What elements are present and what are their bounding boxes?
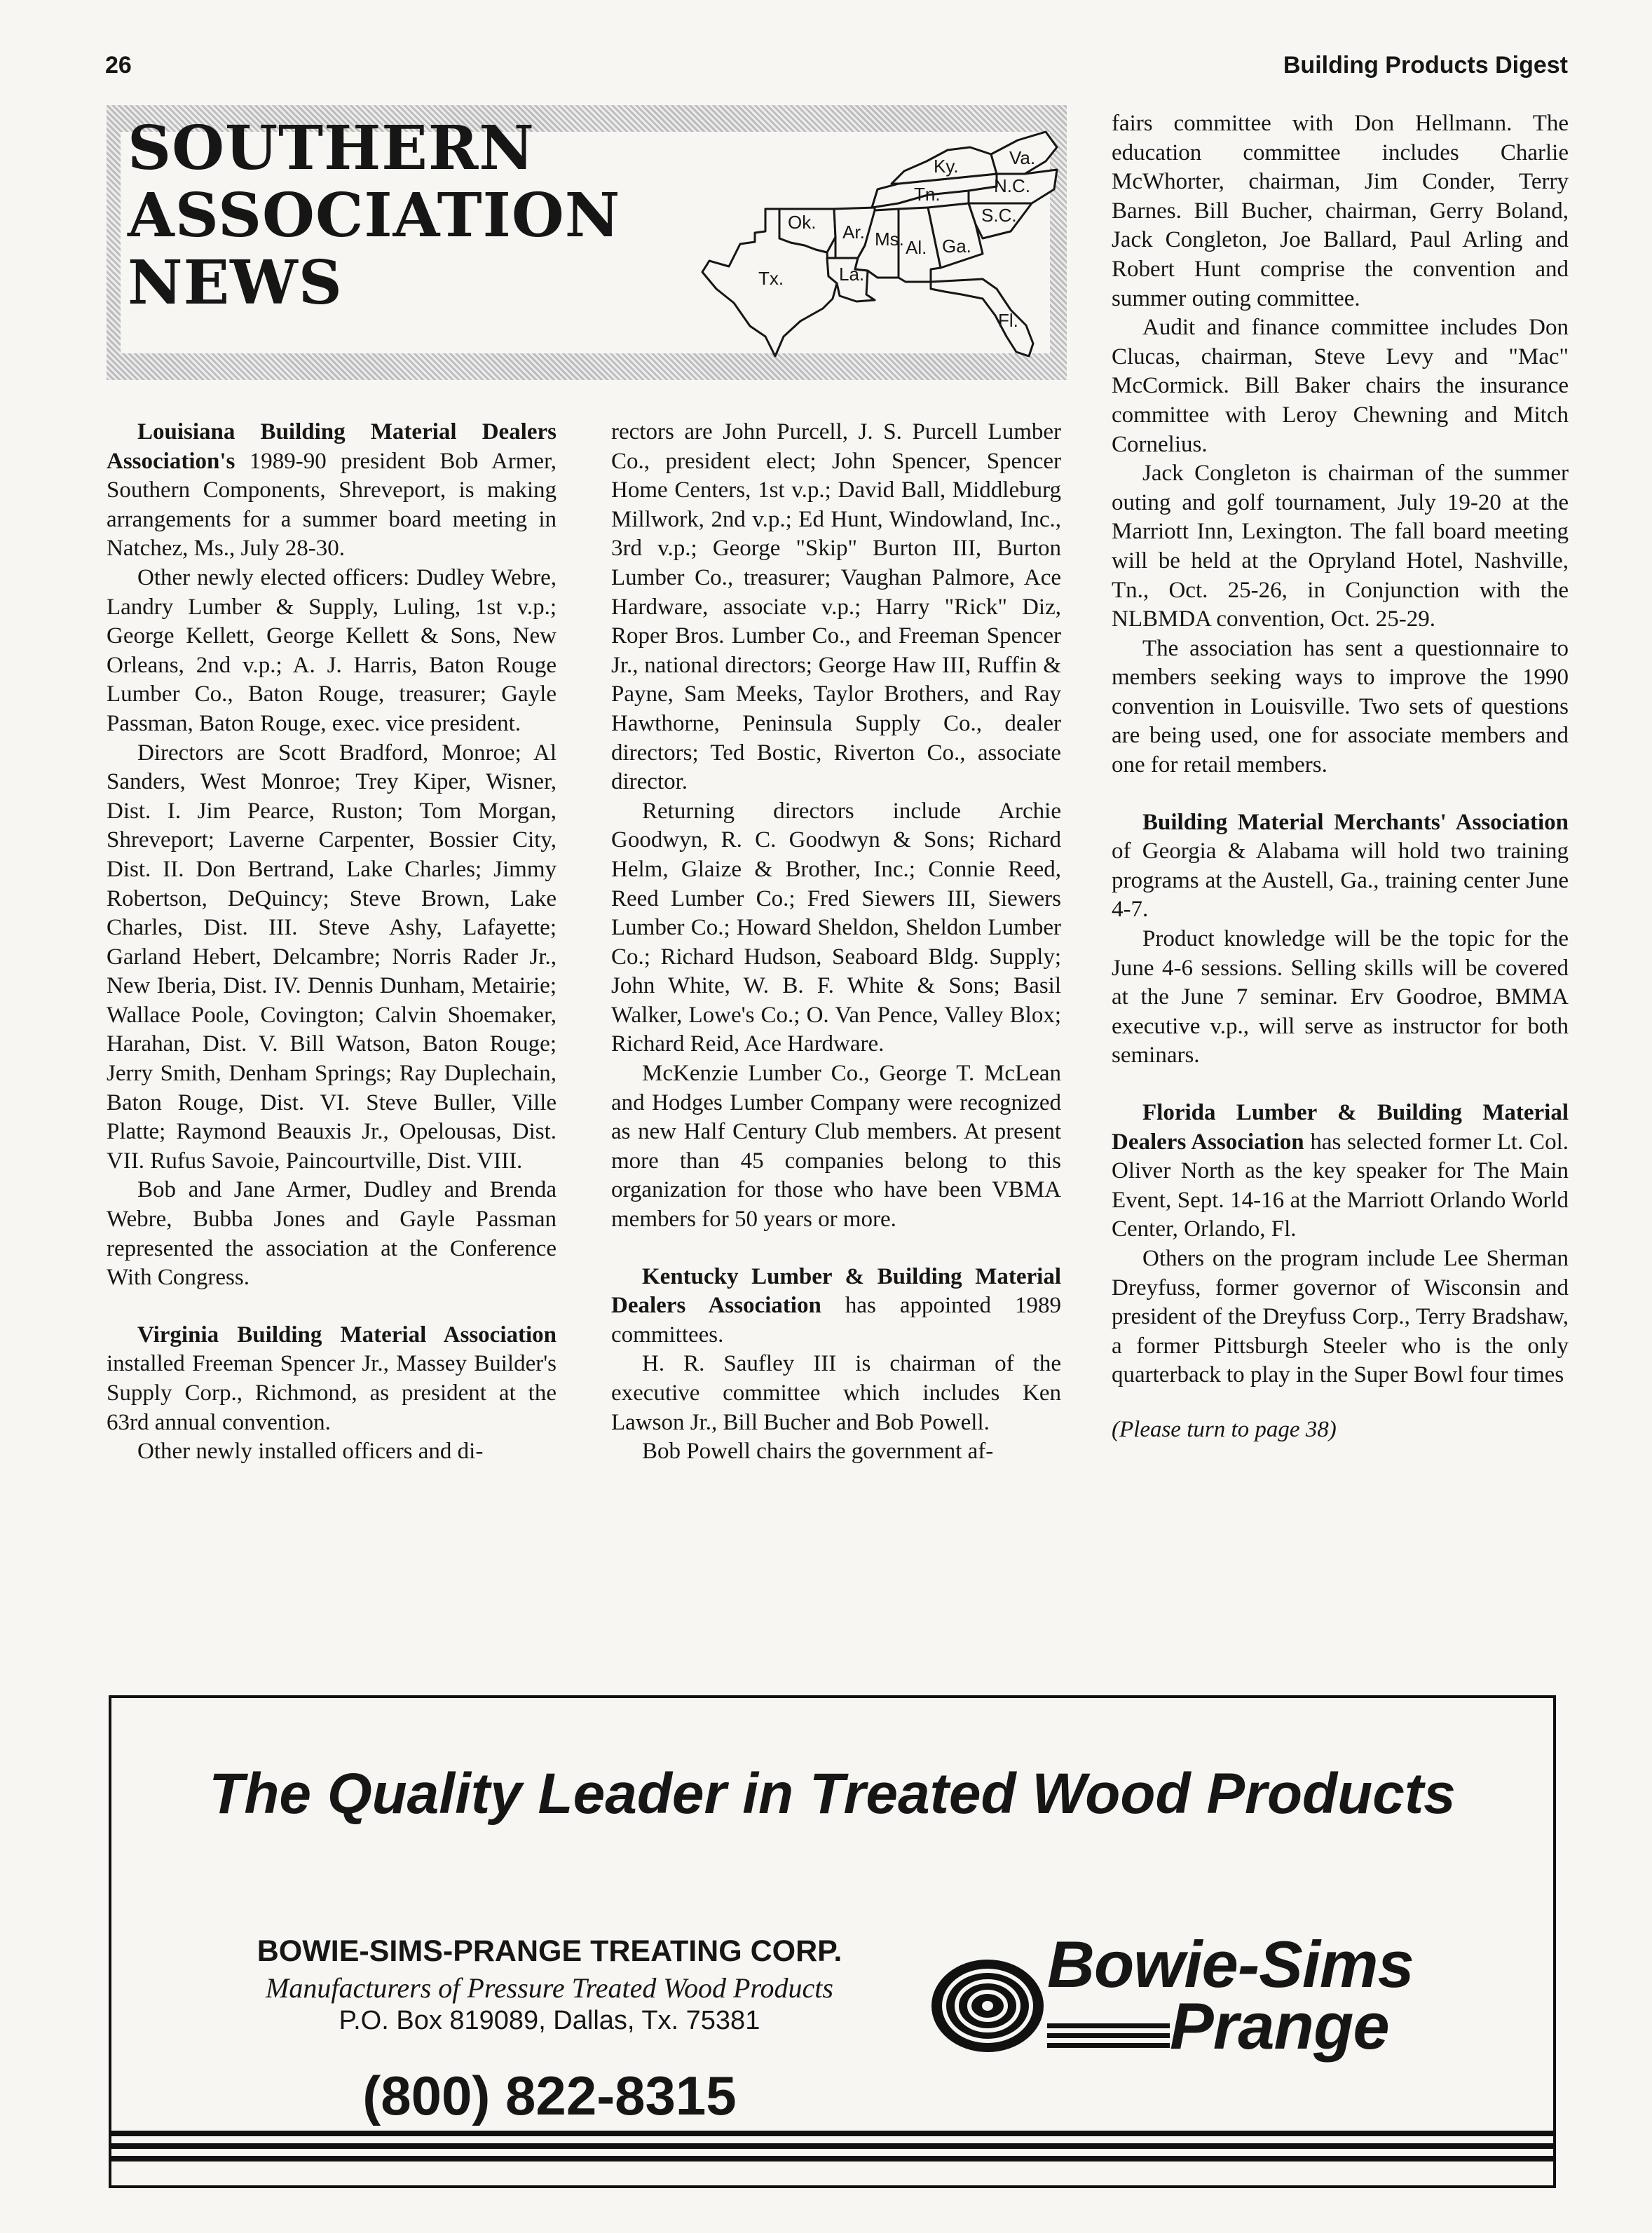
map-label-nc: N.C. bbox=[994, 175, 1030, 196]
article-column-3 bbox=[1112, 109, 1569, 1445]
ad-headline: The Quality Leader in Treated Wood Products bbox=[209, 1762, 1456, 1826]
map-label-ms: Ms. bbox=[875, 229, 904, 250]
article-column-1 bbox=[107, 418, 557, 1467]
company-logo bbox=[924, 1925, 1541, 2065]
map-label-al: Al. bbox=[906, 237, 927, 258]
association-name: Florida Lumber & Building Material Dealers Association bbox=[1112, 1100, 1569, 1155]
section-banner bbox=[107, 105, 1067, 380]
map-label-va: Va. bbox=[1009, 147, 1036, 168]
association-name: Kentucky Lumber & Building Material Dealers Association bbox=[611, 1263, 1061, 1319]
ad-phone: (800) 822-8315 bbox=[362, 2065, 737, 2126]
map-label-ar: Ar. bbox=[842, 222, 865, 243]
paragraph: Louisiana Building Material Dealers Association's 1989-90 president Bob Armer, Southern Components, Shreveport, is making arrangements for a summer board meeting in Natchez, Ms., July 28-30. bbox=[107, 419, 557, 562]
map-label-fl: Fl. bbox=[998, 310, 1018, 331]
paragraph: Bob Powell chairs the government af- bbox=[642, 1439, 994, 1465]
map-label-tx: Tx. bbox=[758, 268, 784, 289]
map-label-sc: S.C. bbox=[981, 205, 1017, 226]
paragraph: Product knowledge will be the topic for the June 4-6 sessions. Selling skills will be covered at the June 7 seminar. Erv Goodroe, BMMA executive v.p., will serve as instructor for both seminars. bbox=[1112, 926, 1569, 1068]
publication-title: Building Products Digest bbox=[1283, 52, 1568, 79]
map-label-la: La. bbox=[839, 264, 865, 285]
logo-stripes bbox=[1047, 2023, 1170, 2053]
ad-bottom-rules bbox=[111, 2124, 1553, 2161]
ad-tagline: Manufacturers of Pressure Treated Wood Products bbox=[266, 1972, 833, 2004]
advertisement bbox=[109, 1695, 1556, 2188]
ad-company-name: BOWIE-SIMS-PRANGE TREATING CORP. bbox=[257, 1934, 842, 1968]
paragraph: Other newly elected officers: Dudley Webre, Landry Lumber & Supply, Luling, 1st v.p.; George Kellett, George Kellett & Sons, New Orleans, 2nd v.p.; A. J. Harris, Baton Rouge Lumber Co., Baton Rouge, treasurer; Gayle Passman, Baton Rouge, exec. vice president. bbox=[107, 564, 557, 736]
paragraph: Audit and finance committee includes Don Clucas, chairman, Steve Levy and "Mac" McCormick. Bill Baker chairs the insurance committee with Leroy Chewning and Mitch Cornelius. bbox=[1112, 315, 1569, 457]
map-label-ky: Ky. bbox=[934, 156, 959, 177]
banner-title-line-3: NEWS bbox=[128, 247, 343, 318]
paragraph: H. R. Saufley III is chairman of the executive committee which includes Ken Lawson Jr., Bill Bucher and Bob Powell. bbox=[611, 1351, 1061, 1435]
paragraph: Bob and Jane Armer, Dudley and Brenda Webre, Bubba Jones and Gayle Passman represented the association at the Conference With Congress. bbox=[107, 1177, 557, 1291]
ad-address: P.O. Box 819089, Dallas, Tx. 75381 bbox=[339, 2006, 760, 2035]
paragraph: Other newly installed officers and di- bbox=[137, 1439, 484, 1465]
paragraph: Building Material Merchants' Association of Georgia & Alabama will hold two training programs at the Austell, Ga., training center June 4-7. bbox=[1112, 809, 1569, 923]
southern-states-map-icon bbox=[667, 105, 1064, 380]
paragraph: Others on the program include Lee Sherman Dreyfuss, former governor of Wisconsin and president of the Dreyfuss Corp., Terry Bradshaw, a former Pittsburgh Steeler who is the only quarterback to play in the Super Bowl four times bbox=[1112, 1245, 1569, 1388]
article-column-2 bbox=[611, 418, 1061, 1467]
logo-line-1: Bowie-Sims bbox=[1047, 1927, 1414, 2001]
association-name: Building Material Merchants' Association bbox=[1142, 809, 1569, 835]
map-label-ok: Ok. bbox=[788, 212, 817, 233]
paragraph: McKenzie Lumber Co., George T. McLean and Hodges Lumber Company were recognized as new Half Century Club members. At present more than 45 companies belong to this organization for those who have been VBMA members for 50 years or more. bbox=[611, 1061, 1061, 1233]
paragraph: Virginia Building Material Association installed Freeman Spencer Jr., Massey Builder's Supply Corp., Richmond, as president at the 63rd annual convention. bbox=[107, 1322, 557, 1435]
page-number: 26 bbox=[105, 52, 132, 79]
paragraph: Directors are Scott Bradford, Monroe; Al Sanders, West Monroe; Trey Kiper, Wisner, Dist. I. Jim Pearce, Ruston; Tom Morgan, Shreveport; Laverne Carpenter, Bossier City, Dist. II. Don Bertrand, Lake Charles; Jimmy Robertson, DeQuincy; Steve Brown, Lake Charles, Dist. III. Steve Ashy, Lafayette; Garland Hebert, Delcambre; Norris Rader Jr., New Iberia, Dist. IV. Dennis Dunham, Metairie; Wallace Poole, Covington; Calvin Shoemaker, Harahan, Dist. V. Bill Watson, Baton Rouge; Jerry Smith, Denham Springs; Ray Duplechain, Baton Rouge, Dist. VI. Steve Buller, Ville Platte; Raymond Beauxis Jr., Opelousas, Dist. VII. Rufus Savoie, Paincourtville, Dist. VIII. bbox=[107, 740, 557, 1174]
log-end-icon bbox=[924, 1953, 1051, 2058]
paragraph: Florida Lumber & Building Material Dealers Association has selected former Lt. Col. Oliver North as the key speaker for The Main Event, Sept. 14-16 at the Marriott Orlando World Center, Orlando, Fl. bbox=[1112, 1100, 1569, 1242]
banner-title-line-1: SOUTHERN bbox=[128, 113, 535, 184]
association-name: Virginia Building Material Association bbox=[137, 1322, 557, 1348]
paragraph: fairs committee with Don Hellmann. The education committee includes Charlie McWhorter, chairman, Jim Conder, Terry Barnes. Bill Bucher, chairman, Gerry Boland, Jack Congleton, Joe Ballard, Paul Arling and Robert Hunt comprise the convention and summer outing committee. bbox=[1112, 111, 1569, 311]
paragraph: rectors are John Purcell, J. S. Purcell Lumber Co., president elect; John Spencer, Spencer Home Centers, 1st v.p.; David Ball, Middleburg Millwork, 2nd v.p.; Ed Hunt, Windowland, Inc., 3rd v.p.; George "Skip" Burton III, Burton Lumber Co., treasurer; Vaughan Palmore, Ace Hardware, associate v.p.; Harry "Rick" Diz, Roper Bros. Lumber Co., and Freeman Spencer Jr., national directors; George Haw III, Ruffin & Payne, Sam Meeks, Taylor Brothers, and Ray Hawthorne, Peninsula Supply Co., dealer directors; Ted Bostic, Riverton Co., associate director. bbox=[611, 419, 1061, 795]
paragraph: Kentucky Lumber & Building Material Dealers Association has appointed 1989 committees. bbox=[611, 1263, 1061, 1348]
banner-title-line-2: ASSOCIATION bbox=[128, 180, 621, 251]
paragraph: The association has sent a questionnaire to members seeking ways to improve the 1990 convention in Louisville. Two sets of questions are being used, one for associate members and one for retail members. bbox=[1112, 635, 1569, 778]
map-label-ga: Ga. bbox=[942, 236, 971, 257]
paragraph: Returning directors include Archie Goodwyn, R. C. Goodwyn & Sons; Richard Helm, Glaize & Brother, Inc.; Connie Reed, Reed Lumber Co.; Fred Siewers III, Siewers Lumber Co.; Howard Sheldon, Sheldon Lumber Co.; Richard Hudson, Seaboard Bldg. Supply; John White, W. B. F. White & Sons; Basil Walker, Lowe's Co.; O. Van Pence, Valley Blox; Richard Reid, Ace Hardware. bbox=[611, 798, 1061, 1057]
banner-title bbox=[128, 115, 620, 317]
paragraph: Jack Congleton is chairman of the summer outing and golf tournament, July 19-20 at the Marriott Inn, Lexington. The fall board meeting will be held at the Opryland Hotel, Nashville, Tn., Oct. 25-26, in Conjunction with the NLBMDA convention, Oct. 25-29. bbox=[1112, 461, 1569, 632]
ad-company-block bbox=[178, 1934, 921, 2036]
association-name: Louisiana Building Material Dealers Association's bbox=[107, 419, 557, 474]
logo-line-2: Prange bbox=[1170, 1989, 1389, 2063]
map-label-tn: Tn. bbox=[914, 184, 941, 205]
continued-note: (Please turn to page 38) bbox=[1112, 1416, 1337, 1442]
